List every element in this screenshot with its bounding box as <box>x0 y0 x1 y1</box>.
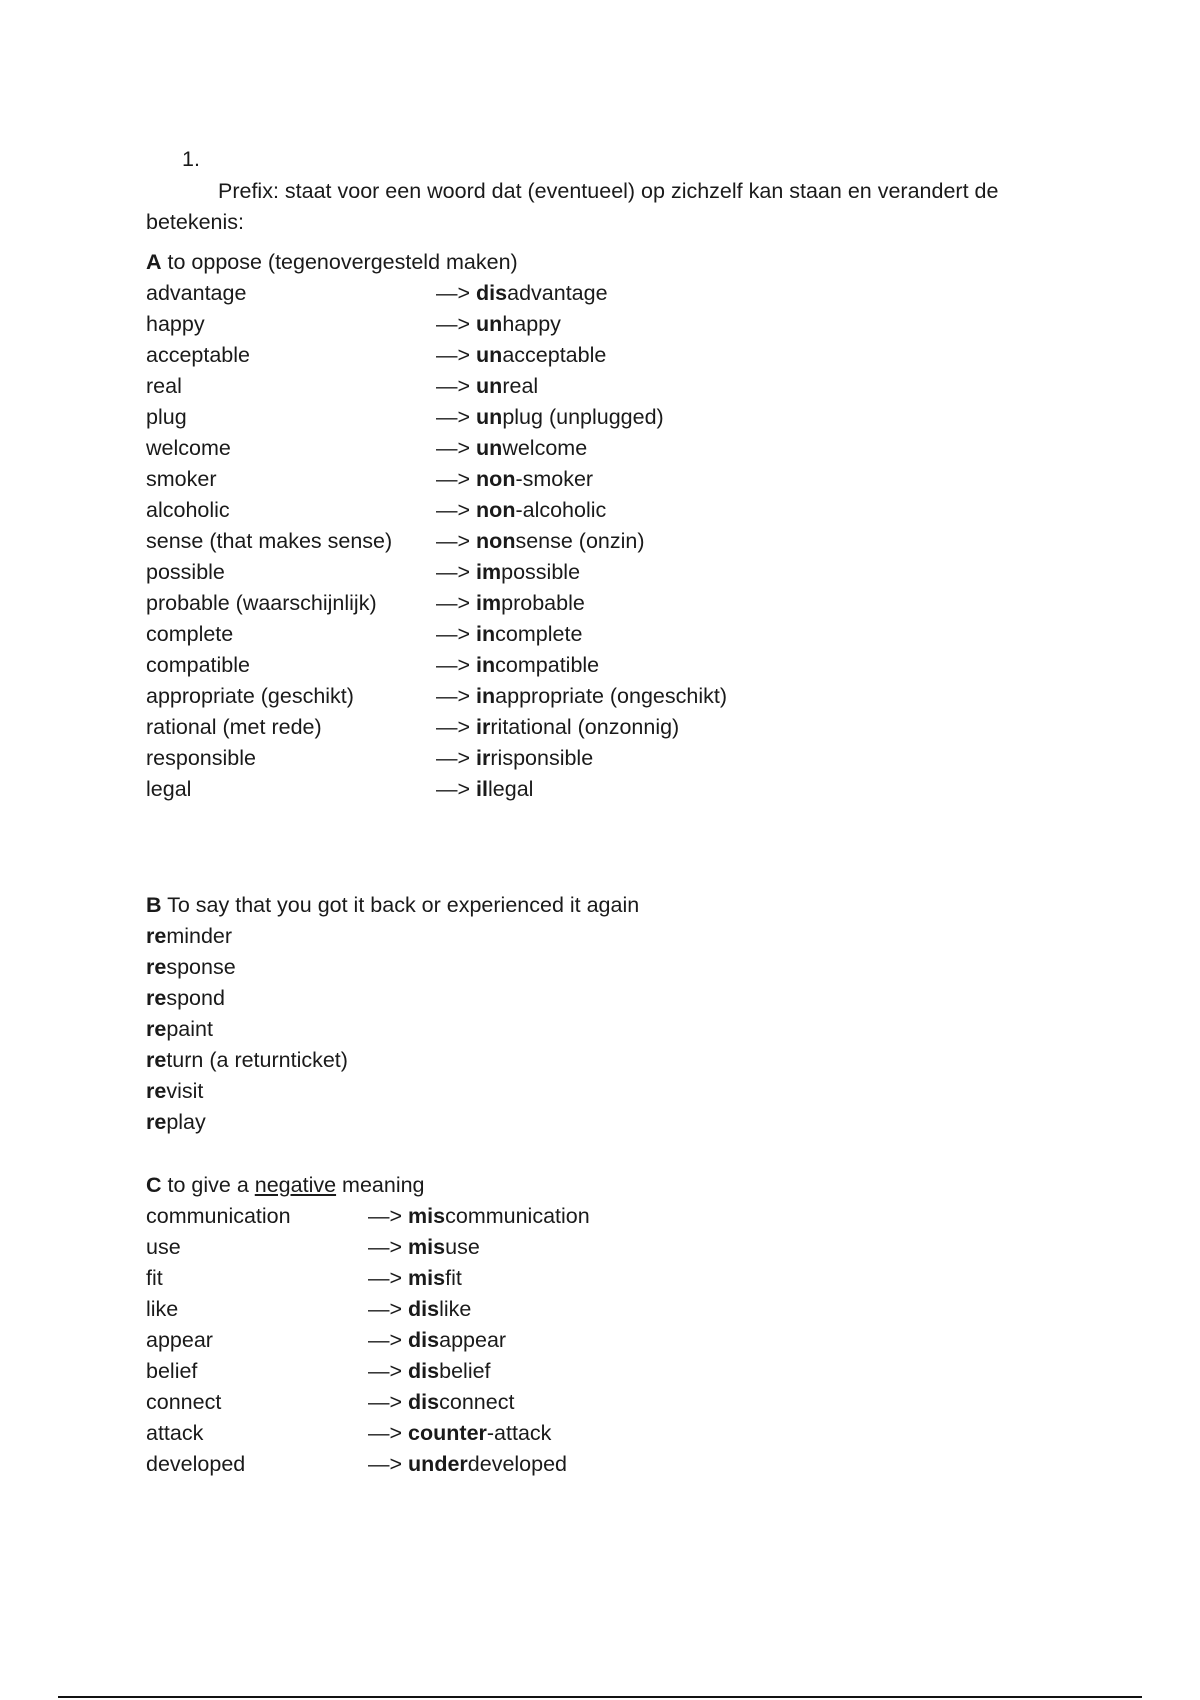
prefix-bold: mis <box>408 1204 446 1228</box>
prefix-bold: mis <box>408 1266 446 1290</box>
derived-word <box>436 433 587 464</box>
prefix-bold: mis <box>408 1235 446 1259</box>
list-item <box>146 1076 639 1107</box>
word-row <box>146 650 600 681</box>
arrow-glyph: —> <box>436 529 471 553</box>
derived-word <box>368 1232 480 1263</box>
arrow-glyph: —> <box>368 1266 403 1290</box>
base-word: complete <box>146 622 234 646</box>
arrow-glyph: —> <box>436 436 471 460</box>
word-row <box>146 495 607 526</box>
word-rest: appropriate (ongeschikt) <box>495 684 728 708</box>
base-word: possible <box>146 560 225 584</box>
derived-word <box>368 1201 590 1232</box>
base-word: connect <box>146 1390 222 1414</box>
base-word: developed <box>146 1452 246 1476</box>
arrow-glyph: —> <box>436 715 471 739</box>
list-item <box>146 1045 639 1076</box>
word-rest: communication <box>445 1204 590 1228</box>
prefix-bold: dis <box>408 1297 440 1321</box>
word-row <box>146 402 664 433</box>
word-row <box>146 712 680 743</box>
derived-word <box>368 1325 506 1356</box>
arrow-glyph: —> <box>436 374 471 398</box>
arrow-glyph: —> <box>436 622 471 646</box>
base-word: appear <box>146 1328 213 1352</box>
prefix-bold: dis <box>408 1390 440 1414</box>
list-item <box>146 1107 639 1138</box>
arrow-glyph: —> <box>436 281 471 305</box>
derived-word <box>436 588 585 619</box>
prefix-bold: im <box>476 591 502 615</box>
prefix-bold: un <box>476 374 503 398</box>
base-word: use <box>146 1235 181 1259</box>
derived-word <box>436 340 606 371</box>
prefix-bold: counter <box>408 1421 487 1445</box>
derived-word <box>436 526 645 557</box>
prefix-bold: re <box>146 986 167 1010</box>
list-item <box>146 983 639 1014</box>
derived-word <box>368 1387 514 1418</box>
prefix-bold: un <box>476 436 503 460</box>
arrow-glyph: —> <box>368 1452 403 1476</box>
base-word: belief <box>146 1359 198 1383</box>
derived-word <box>368 1294 471 1325</box>
derived-word <box>436 681 727 712</box>
section-c-title-underlined: negative <box>254 1173 337 1197</box>
word-rest: acceptable <box>502 343 607 367</box>
word-rest: -attack <box>486 1421 552 1445</box>
derived-word <box>436 495 606 526</box>
derived-word <box>436 774 533 805</box>
base-word: sense (that makes sense) <box>146 529 393 553</box>
base-word: rational (met rede) <box>146 715 322 739</box>
derived-word <box>436 557 580 588</box>
derived-word <box>436 402 664 433</box>
prefix-bold: non <box>476 467 516 491</box>
section-a-rows <box>146 278 728 805</box>
derived-word <box>436 464 593 495</box>
base-word: fit <box>146 1266 163 1290</box>
arrow-glyph: —> <box>368 1390 403 1414</box>
prefix-bold: ir <box>476 746 491 770</box>
word-rest: complete <box>495 622 583 646</box>
word-row <box>146 588 585 619</box>
word-row <box>146 774 534 805</box>
section-b-heading <box>146 890 639 921</box>
word-row <box>146 340 607 371</box>
word-row <box>146 1418 552 1449</box>
prefix-bold: re <box>146 1110 167 1134</box>
list-item <box>146 952 639 983</box>
word-row <box>146 433 588 464</box>
base-word: happy <box>146 312 205 336</box>
word-row <box>146 464 594 495</box>
arrow-glyph: —> <box>436 777 471 801</box>
word-rest: connect <box>439 1390 515 1414</box>
list-number: 1. <box>182 147 200 171</box>
arrow-glyph: —> <box>368 1235 403 1259</box>
word-row <box>146 681 728 712</box>
word-rest: advantage <box>507 281 608 305</box>
word-rest: developed <box>467 1452 568 1476</box>
word-rest: legal <box>488 777 534 801</box>
word-row <box>146 1294 472 1325</box>
prefix-bold: non <box>476 529 516 553</box>
word-row <box>146 278 608 309</box>
base-word: legal <box>146 777 192 801</box>
arrow-glyph: —> <box>436 560 471 584</box>
prefix-bold: in <box>476 653 496 677</box>
prefix-bold: re <box>146 1048 167 1072</box>
arrow-glyph: —> <box>368 1297 403 1321</box>
prefix-bold: re <box>146 1079 167 1103</box>
arrow-glyph: —> <box>436 343 471 367</box>
list-item <box>146 921 639 952</box>
section-c-heading <box>146 1170 425 1201</box>
footer-rule <box>58 1696 1142 1698</box>
section-c-title-before: to give a <box>161 1173 255 1197</box>
section-c-letter: C <box>146 1173 162 1197</box>
word-row <box>146 1449 568 1480</box>
derived-word <box>368 1449 567 1480</box>
base-word: like <box>146 1297 179 1321</box>
derived-word <box>436 712 679 743</box>
word-row <box>146 309 561 340</box>
prefix-bold: under <box>408 1452 468 1476</box>
derived-word <box>436 650 599 681</box>
word-rest: play <box>166 1110 206 1134</box>
arrow-glyph: —> <box>436 591 471 615</box>
base-word: advantage <box>146 281 247 305</box>
word-row <box>146 1356 491 1387</box>
section-c-title-after: meaning <box>336 1173 425 1197</box>
word-rest: visit <box>166 1079 204 1103</box>
word-rest: -alcoholic <box>515 498 607 522</box>
prefix-bold: re <box>146 1017 167 1041</box>
word-row <box>146 1325 507 1356</box>
prefix-bold: re <box>146 955 167 979</box>
section-c <box>146 1170 590 1480</box>
prefix-bold: im <box>476 560 502 584</box>
section-b-title: To say that you got it back or experienced it again <box>161 893 640 917</box>
section-b-letter: B <box>146 893 162 917</box>
base-word: attack <box>146 1421 204 1445</box>
prefix-bold: il <box>476 777 488 801</box>
derived-word <box>436 309 561 340</box>
word-row <box>146 526 645 557</box>
prefix-bold: ir <box>476 715 491 739</box>
word-rest: happy <box>502 312 561 336</box>
derived-word <box>436 278 608 309</box>
word-row <box>146 1263 462 1294</box>
arrow-glyph: —> <box>368 1328 403 1352</box>
word-row <box>146 371 539 402</box>
word-rest: belief <box>439 1359 491 1383</box>
arrow-glyph: —> <box>436 498 471 522</box>
prefix-bold: un <box>476 343 503 367</box>
base-word: plug <box>146 405 187 429</box>
prefix-bold: re <box>146 924 167 948</box>
list-item <box>146 1014 639 1045</box>
base-word: probable (waarschijnlijk) <box>146 591 377 615</box>
derived-word <box>436 371 538 402</box>
word-rest: plug (unplugged) <box>502 405 664 429</box>
word-rest: compatible <box>495 653 600 677</box>
intro-paragraph <box>146 176 1026 238</box>
base-word: acceptable <box>146 343 250 367</box>
word-row <box>146 557 581 588</box>
base-word: real <box>146 374 182 398</box>
word-rest: -smoker <box>515 467 594 491</box>
arrow-glyph: —> <box>436 467 471 491</box>
word-rest: possible <box>501 560 581 584</box>
word-rest: turn (a returnticket) <box>166 1048 348 1072</box>
word-rest: sense (onzin) <box>515 529 645 553</box>
arrow-glyph: —> <box>436 312 471 336</box>
word-rest: risponsible <box>490 746 594 770</box>
word-rest: real <box>502 374 539 398</box>
arrow-glyph: —> <box>436 405 471 429</box>
base-word: alcoholic <box>146 498 230 522</box>
base-word: smoker <box>146 467 217 491</box>
base-word: compatible <box>146 653 250 677</box>
word-rest: appear <box>439 1328 507 1352</box>
base-word: responsible <box>146 746 256 770</box>
word-rest: like <box>439 1297 472 1321</box>
section-b <box>146 890 639 1138</box>
section-a-letter: A <box>146 250 162 274</box>
word-rest: fit <box>445 1266 462 1290</box>
word-row <box>146 1201 590 1232</box>
word-rest: sponse <box>166 955 236 979</box>
base-word: communication <box>146 1204 291 1228</box>
section-c-rows <box>146 1201 590 1480</box>
section-b-items <box>146 921 639 1138</box>
derived-word <box>368 1418 551 1449</box>
word-rest: welcome <box>502 436 588 460</box>
arrow-glyph: —> <box>436 684 471 708</box>
prefix-bold: dis <box>408 1359 440 1383</box>
prefix-bold: non <box>476 498 516 522</box>
prefix-bold: in <box>476 622 496 646</box>
word-row <box>146 743 594 774</box>
prefix-bold: un <box>476 312 503 336</box>
derived-word <box>436 743 593 774</box>
arrow-glyph: —> <box>368 1421 403 1445</box>
word-rest: spond <box>166 986 225 1010</box>
derived-word <box>436 619 582 650</box>
section-a <box>146 247 728 805</box>
section-a-title: to oppose (tegenovergesteld maken) <box>161 250 518 274</box>
section-a-heading <box>146 247 518 278</box>
word-row <box>146 1232 480 1263</box>
arrow-glyph: —> <box>368 1204 403 1228</box>
word-rest: paint <box>166 1017 213 1041</box>
word-row <box>146 619 583 650</box>
arrow-glyph: —> <box>368 1359 403 1383</box>
arrow-glyph: —> <box>436 746 471 770</box>
intro-text: Prefix: staat voor een woord dat (eventueel) op zichzelf kan staan en verandert de betekenis: <box>146 179 999 234</box>
derived-word <box>368 1356 491 1387</box>
word-rest: ritational (onzonnig) <box>490 715 680 739</box>
prefix-bold: dis <box>476 281 508 305</box>
word-rest: use <box>445 1235 480 1259</box>
prefix-bold: in <box>476 684 496 708</box>
word-rest: minder <box>166 924 233 948</box>
word-row <box>146 1387 515 1418</box>
base-word: appropriate (geschikt) <box>146 684 354 708</box>
prefix-bold: un <box>476 405 503 429</box>
word-rest: probable <box>501 591 585 615</box>
derived-word <box>368 1263 462 1294</box>
prefix-bold: dis <box>408 1328 440 1352</box>
arrow-glyph: —> <box>436 653 471 677</box>
base-word: welcome <box>146 436 231 460</box>
